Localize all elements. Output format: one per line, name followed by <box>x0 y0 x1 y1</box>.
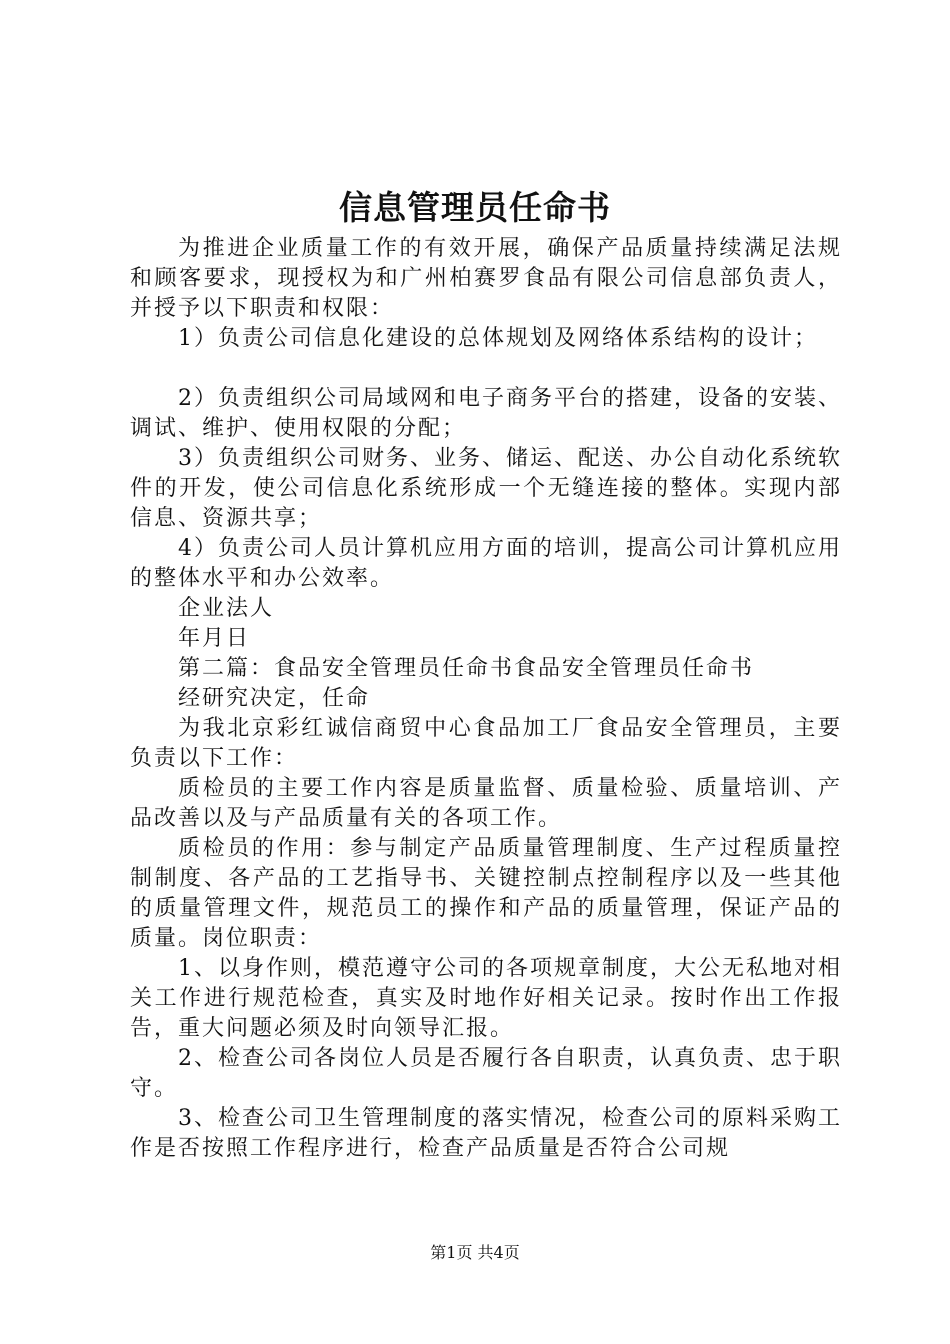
duty-item-3: 3）负责组织公司财务、业务、储运、配送、办公自动化系统软件的开发，使公司信息化系统形成一个无缝连接的整体。实现内部信息、资源共享； <box>130 446 842 531</box>
duty-item-1: 1）负责公司信息化建设的总体规划及网络体系结构的设计； <box>178 326 818 351</box>
decision-line: 经研究决定，任命 <box>178 686 371 711</box>
responsibility-item-2: 2、检查公司各岗位人员是否履行各自职责，认真负责、忠于职守。 <box>130 1046 842 1101</box>
responsibility-item-3: 3、检查公司卫生管理制度的落实情况，检查公司的原料采购工作是否按照工作程序进行，检查产品质量是否符合公司规 <box>130 1106 842 1161</box>
intro-paragraph: 为推进企业质量工作的有效开展，确保产品质量持续满足法规和顾客要求，现授权为和广州柏赛罗食品有限公司信息部负责人，并授予以下职责和权限： <box>130 236 842 321</box>
document-body <box>130 234 842 1164</box>
document-title: 信息管理员任命书 <box>339 188 611 227</box>
signatory-line: 企业法人 <box>178 596 275 621</box>
appointment-paragraph: 为我北京彩红诚信商贸中心食品加工厂食品安全管理员，主要负责以下工作： <box>130 716 842 771</box>
page-number: 第1页 共4页 <box>430 1243 520 1262</box>
duty-item-2: 2）负责组织公司局域网和电子商务平台的搭建，设备的安装、调试、维护、使用权限的分配； <box>130 386 842 441</box>
date-line: 年月日 <box>178 626 251 651</box>
section-heading: 第二篇：食品安全管理员任命书食品安全管理员任命书 <box>178 656 755 681</box>
responsibility-item-1: 1、以身作则，模范遵守公司的各项规章制度，大公无私地对相关工作进行规范检查，真实及时地作好相关记录。按时作出工作报告，重大问题必须及时向领导汇报。 <box>130 956 842 1041</box>
role-paragraph: 质检员的作用：参与制定产品质量管理制度、生产过程质量控制制度、各产品的工艺指导书、关键控制点控制程序以及一些其他的质量管理文件，规范员工的操作和产品的质量管理，保证产品的质量。岗位职责： <box>130 836 842 951</box>
work-content-paragraph: 质检员的主要工作内容是质量监督、质量检验、质量培训、产品改善以及与产品质量有关的各项工作。 <box>130 776 842 831</box>
duty-item-4: 4）负责公司人员计算机应用方面的培训，提高公司计算机应用的整体水平和办公效率。 <box>130 536 842 591</box>
